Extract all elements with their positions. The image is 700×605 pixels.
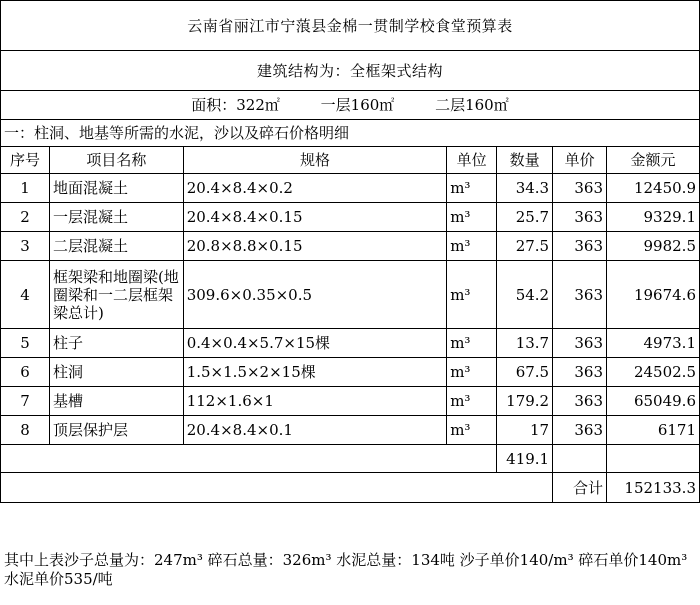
row-unit: m³ [447,329,497,358]
row-amount: 4973.1 [607,329,700,358]
row-name: 一层混凝土 [49,203,183,232]
row-qty: 34.3 [497,174,553,203]
row-name: 二层混凝土 [49,232,183,261]
sheet-title: 云南省丽江市宁蒗县金棉一贯制学校食堂预算表 [1,1,700,51]
row-qty: 13.7 [497,329,553,358]
row-qty: 179.2 [497,387,553,416]
row-price: 363 [553,387,607,416]
area-floor2: 二层160㎡ [435,96,509,114]
row-no: 5 [1,329,50,358]
table-row [1,416,700,445]
header-price: 单价 [553,147,607,174]
row-no: 4 [1,261,50,329]
row-unit: m³ [447,358,497,387]
row-amount: 12450.9 [607,174,700,203]
row-unit: m³ [447,174,497,203]
row-qty: 27.5 [497,232,553,261]
table-row [1,329,700,358]
row-price: 363 [553,358,607,387]
header-no: 序号 [1,147,50,174]
row-spec: 20.4×8.4×0.2 [183,174,447,203]
row-price: 363 [553,416,607,445]
row-amount: 9329.1 [607,203,700,232]
row-price: 363 [553,232,607,261]
row-qty: 67.5 [497,358,553,387]
row-unit: m³ [447,261,497,329]
row-name: 顶层保护层 [49,416,183,445]
row-name: 基槽 [49,387,183,416]
row-amount: 9982.5 [607,232,700,261]
row-no: 2 [1,203,50,232]
structure-subtitle: 建筑结构为：全框架式结构 [1,51,700,91]
row-unit: m³ [447,416,497,445]
row-spec: 1.5×1.5×2×15棵 [183,358,447,387]
row-spec: 20.4×8.4×0.15 [183,203,447,232]
header-unit: 单位 [447,147,497,174]
row-name: 柱洞 [49,358,183,387]
table-row [1,232,700,261]
section-heading: 一：柱洞、地基等所需的水泥，沙以及碎石价格明细 [1,120,700,147]
row-spec: 20.4×8.4×0.1 [183,416,447,445]
total-amount: 152133.3 [607,473,700,503]
row-name: 地面混凝土 [49,174,183,203]
row-price: 363 [553,174,607,203]
table-row [1,174,700,203]
row-price: 363 [553,329,607,358]
row-no: 7 [1,387,50,416]
row-name: 框架梁和地圈梁(地圈梁和一二层框架梁总计) [49,261,183,329]
row-unit: m³ [447,232,497,261]
row-unit: m³ [447,387,497,416]
table-row [1,203,700,232]
row-qty: 25.7 [497,203,553,232]
quantity-total: 419.1 [497,445,553,473]
area-row [1,91,700,120]
table-row [1,261,700,329]
row-amount: 19674.6 [607,261,700,329]
row-amount: 6171 [607,416,700,445]
row-no: 6 [1,358,50,387]
total-label: 合计 [553,473,607,503]
row-qty: 54.2 [497,261,553,329]
row-qty: 17 [497,416,553,445]
row-price: 363 [553,261,607,329]
row-spec: 112×1.6×1 [183,387,447,416]
area-total: 面积：322㎡ [191,96,280,114]
header-amount: 金额元 [607,147,700,174]
row-name: 柱子 [49,329,183,358]
table-row [1,358,700,387]
row-amount: 65049.6 [607,387,700,416]
table-row [1,387,700,416]
row-amount: 24502.5 [607,358,700,387]
grand-total-row [1,473,700,503]
header-name: 项目名称 [49,147,183,174]
row-spec: 0.4×0.4×5.7×15棵 [183,329,447,358]
header-qty: 数量 [497,147,553,174]
materials-note: 其中上表沙子总量为：247m³ 碎石总量：326m³ 水泥总量：134吨 沙子单价140/m³ 碎石单价140m³ 水泥单价535/吨 [4,551,688,588]
row-no: 8 [1,416,50,445]
row-no: 1 [1,174,50,203]
row-no: 3 [1,232,50,261]
header-row [1,147,700,174]
row-unit: m³ [447,203,497,232]
row-spec: 20.8×8.8×0.15 [183,232,447,261]
quantity-total-row [1,445,700,473]
header-spec: 规格 [183,147,447,174]
row-price: 363 [553,203,607,232]
area-floor1: 一层160㎡ [320,96,395,114]
row-spec: 309.6×0.35×0.5 [183,261,447,329]
